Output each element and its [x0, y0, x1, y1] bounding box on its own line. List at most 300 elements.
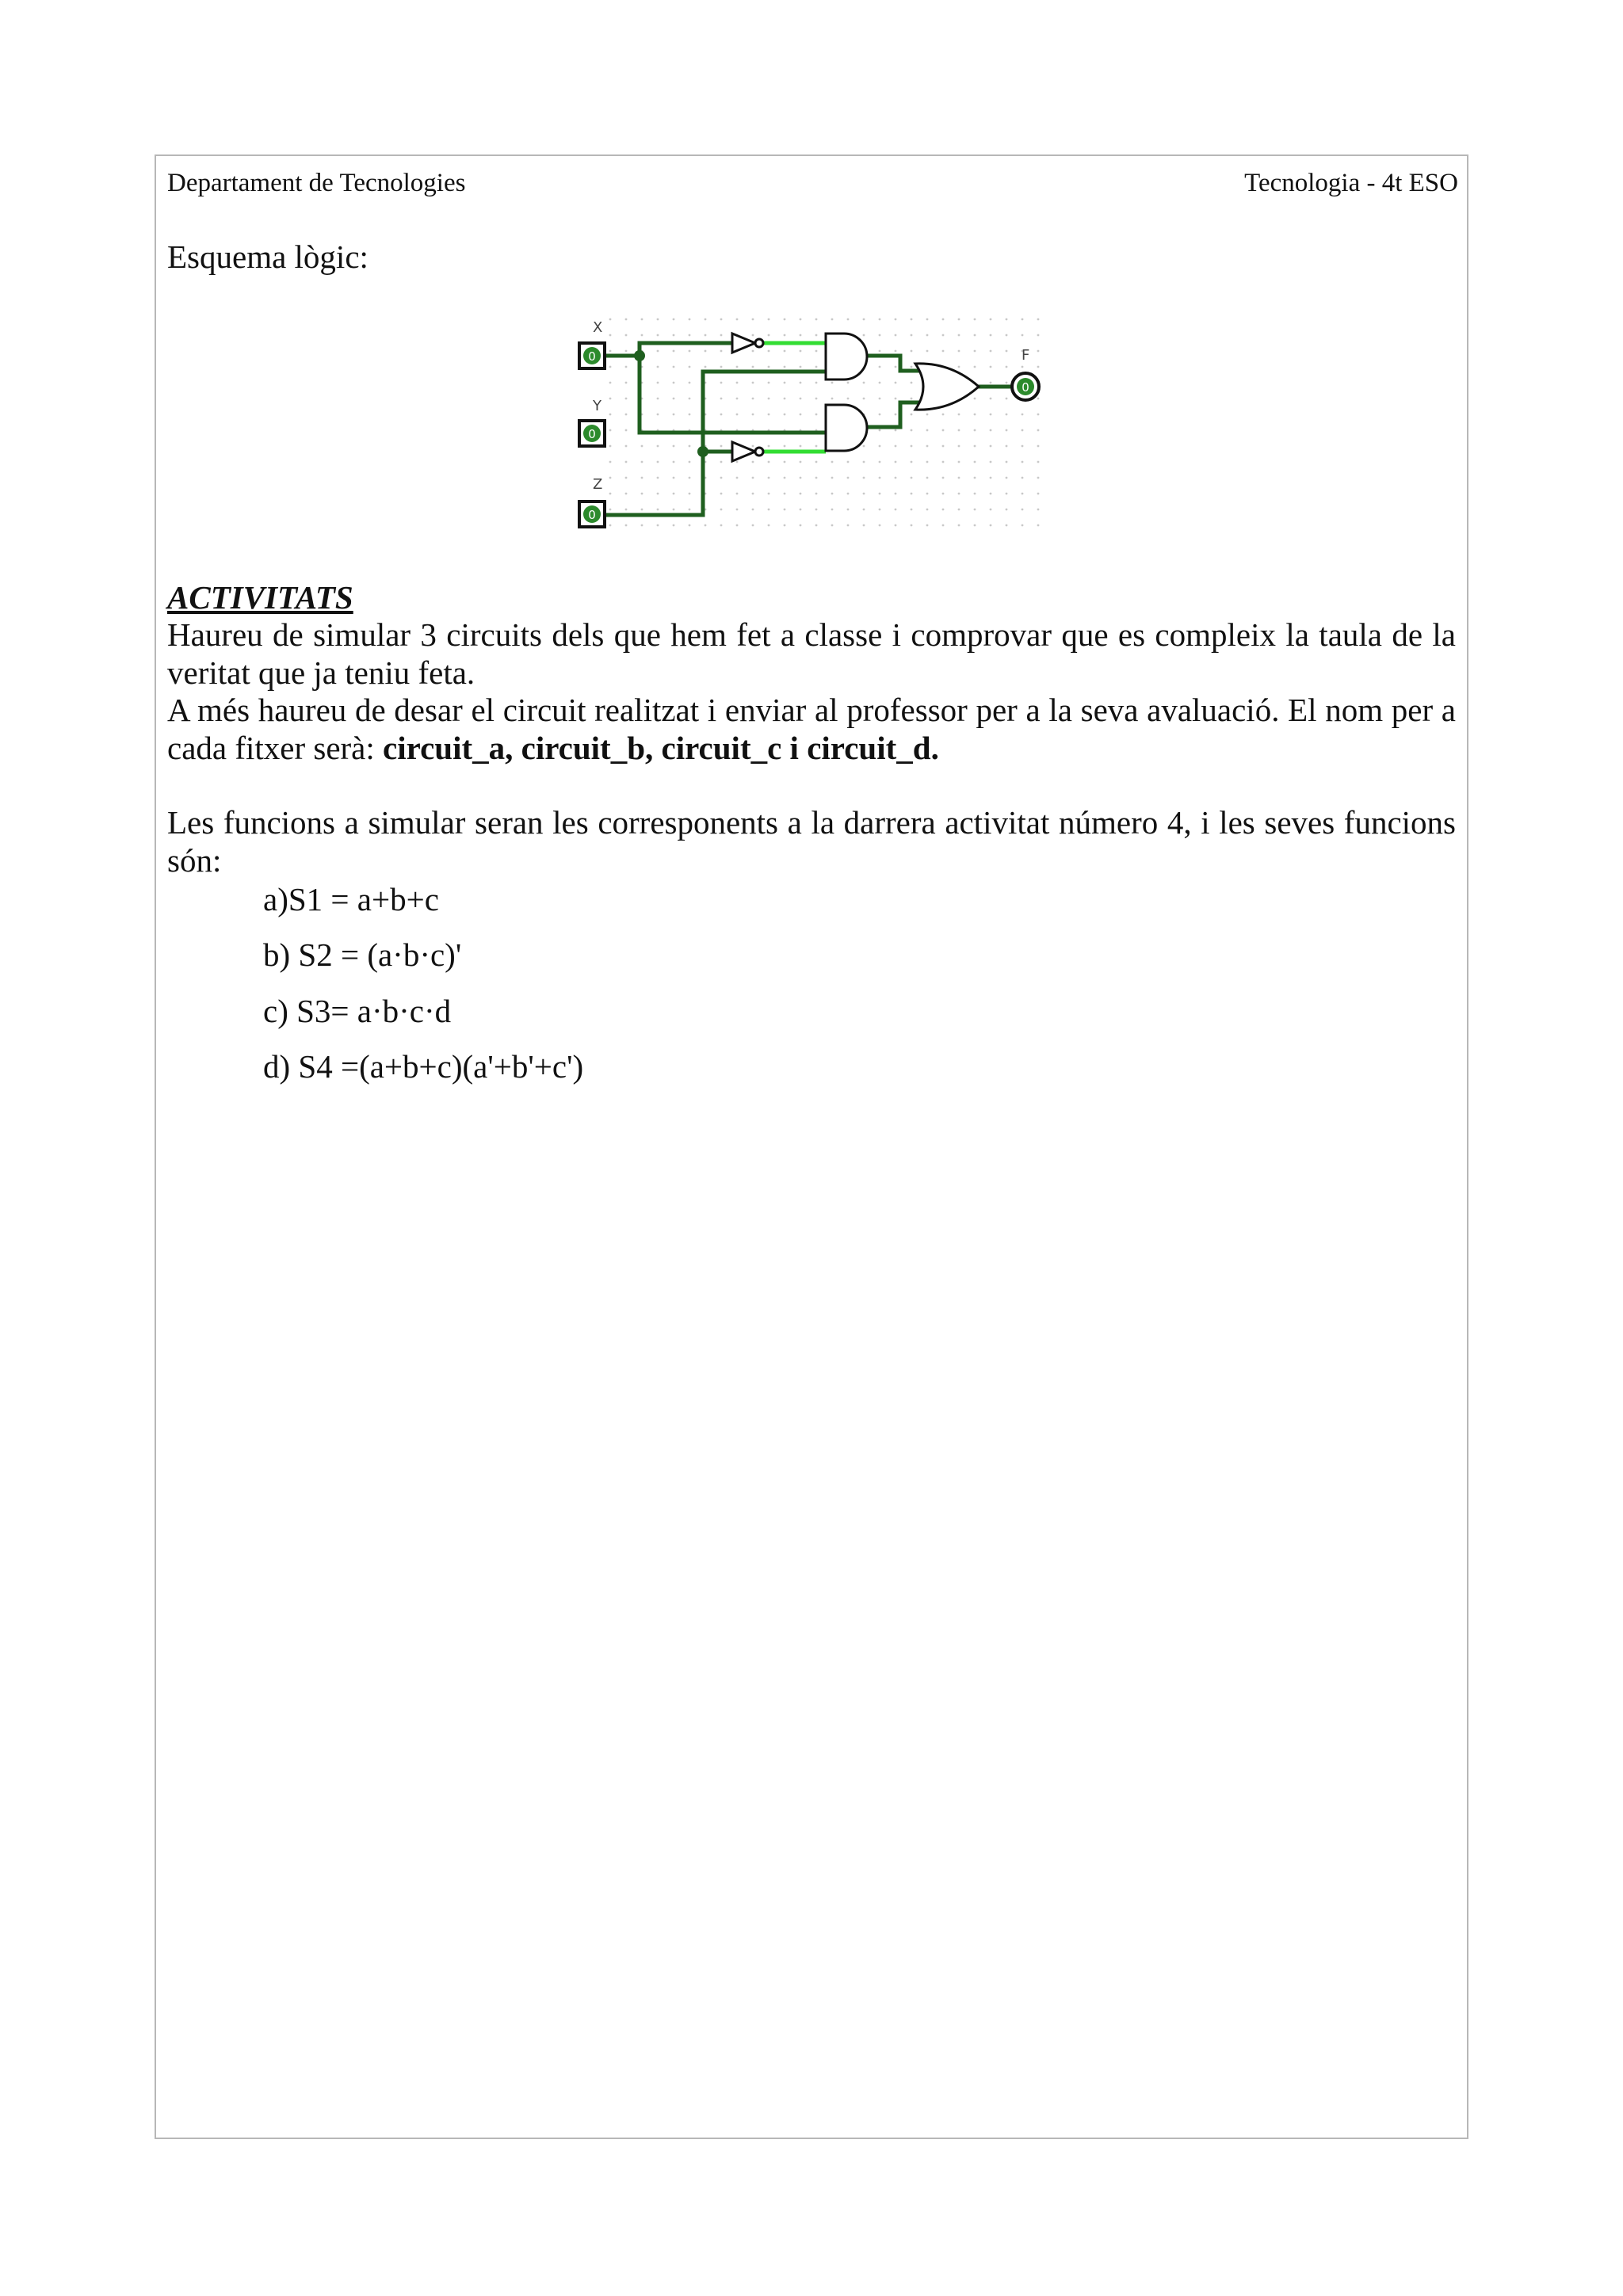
- grid-dot: [752, 477, 754, 479]
- grid-dot: [974, 509, 976, 511]
- grid-dot: [942, 445, 945, 448]
- grid-dot: [815, 318, 818, 321]
- grid-dot: [800, 334, 802, 337]
- grid-dot: [657, 366, 659, 368]
- grid-dot: [1006, 493, 1008, 495]
- input-label-x: X: [593, 319, 603, 336]
- grid-dot: [990, 493, 992, 495]
- grid-dot: [911, 493, 913, 495]
- grid-dot: [911, 366, 913, 368]
- grid-dot: [1006, 398, 1008, 400]
- grid-dot: [673, 477, 675, 479]
- grid-dot: [1037, 509, 1040, 511]
- grid-dot: [625, 382, 628, 384]
- grid-dot: [879, 366, 881, 368]
- grid-dot: [673, 382, 675, 384]
- grid-dot: [1022, 318, 1024, 321]
- grid-dot: [990, 318, 992, 321]
- grid-dot: [926, 334, 929, 337]
- grid-dot: [752, 334, 754, 337]
- grid-dot: [958, 509, 960, 511]
- grid-dot: [689, 382, 691, 384]
- grid-dot: [752, 524, 754, 527]
- grid-dot: [926, 429, 929, 432]
- grid-dot: [720, 445, 723, 448]
- grid-dot: [641, 493, 643, 495]
- wire-x-to-not1: [640, 343, 732, 356]
- grid-dot: [815, 524, 818, 527]
- grid-dot: [720, 366, 723, 368]
- grid-dot: [784, 414, 786, 416]
- grid-dot: [705, 350, 707, 353]
- grid-dot: [784, 461, 786, 463]
- grid-dot: [657, 350, 659, 353]
- grid-dot: [625, 461, 628, 463]
- grid-dot: [689, 477, 691, 479]
- grid-dot: [911, 429, 913, 432]
- grid-dot: [705, 366, 707, 368]
- grid-dot: [863, 477, 865, 479]
- header-course: Tecnologia - 4t ESO: [1244, 169, 1458, 197]
- grid-dot: [657, 509, 659, 511]
- grid-dot: [800, 398, 802, 400]
- grid-dot: [958, 445, 960, 448]
- grid-dot: [926, 461, 929, 463]
- grid-dot: [736, 382, 739, 384]
- grid-dot: [768, 350, 770, 353]
- grid-dot: [657, 414, 659, 416]
- grid-dot: [863, 445, 865, 448]
- grid-dot: [958, 350, 960, 353]
- activities-paragraph-2: [167, 692, 1456, 767]
- paragraph-2-text: A més haureu de desar el circuit realitzat i enviar al professor per a la seva avaluació. El nom per a cada fitxer serà:: [167, 692, 1456, 766]
- activities-title: ACTIVITATS: [167, 579, 353, 616]
- file-names: circuit_a, circuit_b, circuit_c i circuit_d.: [383, 729, 939, 766]
- grid-dot: [815, 382, 818, 384]
- grid-dot: [705, 334, 707, 337]
- output-value-f: 0: [1022, 380, 1029, 395]
- grid-dot: [1006, 414, 1008, 416]
- grid-dot: [815, 477, 818, 479]
- grid-dot: [895, 318, 897, 321]
- grid-dot: [847, 461, 850, 463]
- grid-dot: [657, 318, 659, 321]
- grid-dot: [673, 350, 675, 353]
- grid-dot: [784, 524, 786, 527]
- active-wires: [762, 343, 826, 452]
- grid-dot: [895, 509, 897, 511]
- grid-dot: [641, 334, 643, 337]
- grid-dot: [974, 398, 976, 400]
- grid-dot: [720, 398, 723, 400]
- grid-dot: [736, 461, 739, 463]
- grid-dot: [689, 334, 691, 337]
- grid-dot: [1006, 477, 1008, 479]
- grid-dot: [831, 382, 834, 384]
- grid-dot: [752, 493, 754, 495]
- grid-dot: [990, 398, 992, 400]
- grid-dot: [926, 493, 929, 495]
- input-value-y: 0: [588, 427, 596, 441]
- grid-dot: [879, 509, 881, 511]
- grid-dot: [831, 509, 834, 511]
- grid-dot: [657, 398, 659, 400]
- grid-dots: [609, 318, 1040, 527]
- grid-dot: [1022, 414, 1024, 416]
- wire-x-to-and2: [640, 356, 826, 433]
- grid-dot: [974, 493, 976, 495]
- not-gate-2: [732, 442, 763, 461]
- grid-dot: [815, 461, 818, 463]
- grid-dot: [784, 334, 786, 337]
- grid-dot: [752, 445, 754, 448]
- grid-dot: [800, 477, 802, 479]
- grid-dot: [736, 398, 739, 400]
- or-gate: [915, 364, 979, 410]
- grid-dot: [800, 318, 802, 321]
- grid-dot: [1037, 398, 1040, 400]
- grid-dot: [974, 524, 976, 527]
- grid-dot: [609, 334, 612, 337]
- grid-dot: [942, 414, 945, 416]
- grid-dot: [847, 509, 850, 511]
- grid-dot: [641, 509, 643, 511]
- grid-dot: [609, 461, 612, 463]
- grid-dot: [911, 477, 913, 479]
- grid-dot: [958, 477, 960, 479]
- grid-dot: [926, 524, 929, 527]
- grid-dot: [895, 334, 897, 337]
- grid-dot: [641, 461, 643, 463]
- grid-dot: [625, 334, 628, 337]
- input-pin-x[interactable]: [579, 343, 605, 368]
- grid-dot: [863, 382, 865, 384]
- logic-circuit-diagram: [571, 311, 1050, 536]
- grid-dot: [625, 318, 628, 321]
- grid-dot: [911, 509, 913, 511]
- grid-dot: [625, 445, 628, 448]
- grid-dot: [625, 509, 628, 511]
- grid-dot: [736, 318, 739, 321]
- and-gate-1: [826, 334, 867, 379]
- grid-dot: [990, 509, 992, 511]
- grid-dot: [990, 445, 992, 448]
- grid-dot: [720, 382, 723, 384]
- grid-dot: [815, 509, 818, 511]
- grid-dot: [1006, 429, 1008, 432]
- grid-dot: [752, 398, 754, 400]
- grid-dot: [911, 334, 913, 337]
- grid-dot: [625, 524, 628, 527]
- grid-dot: [657, 477, 659, 479]
- grid-dot: [831, 318, 834, 321]
- grid-dot: [990, 524, 992, 527]
- grid-dot: [784, 509, 786, 511]
- grid-dot: [815, 334, 818, 337]
- grid-dot: [609, 318, 612, 321]
- grid-dot: [926, 318, 929, 321]
- grid-dot: [926, 350, 929, 353]
- grid-dot: [752, 414, 754, 416]
- grid-dot: [863, 509, 865, 511]
- grid-dot: [768, 509, 770, 511]
- grid-dot: [895, 382, 897, 384]
- grid-dot: [847, 477, 850, 479]
- grid-dot: [800, 382, 802, 384]
- grid-dot: [990, 461, 992, 463]
- grid-dot: [1037, 445, 1040, 448]
- grid-dot: [784, 398, 786, 400]
- grid-dot: [895, 461, 897, 463]
- and-gate-2: [826, 405, 867, 451]
- grid-dot: [958, 524, 960, 527]
- grid-dot: [974, 461, 976, 463]
- grid-dot: [625, 477, 628, 479]
- grid-dot: [942, 509, 945, 511]
- grid-dot: [720, 493, 723, 495]
- grid-dot: [1037, 524, 1040, 527]
- grid-dot: [958, 318, 960, 321]
- grid-dot: [879, 524, 881, 527]
- grid-dot: [895, 477, 897, 479]
- wire-z-to-not2: [594, 452, 732, 515]
- grid-dot: [990, 366, 992, 368]
- grid-dot: [657, 334, 659, 337]
- grid-dot: [625, 493, 628, 495]
- grid-dot: [1037, 414, 1040, 416]
- grid-dot: [784, 382, 786, 384]
- grid-dot: [879, 429, 881, 432]
- grid-dot: [895, 493, 897, 495]
- grid-dot: [689, 366, 691, 368]
- grid-dot: [942, 493, 945, 495]
- junction-dot-x: [634, 350, 645, 361]
- grid-dot: [673, 318, 675, 321]
- grid-dot: [831, 398, 834, 400]
- grid-dot: [689, 318, 691, 321]
- grid-dot: [784, 477, 786, 479]
- grid-dot: [911, 350, 913, 353]
- grid-dot: [705, 318, 707, 321]
- grid-dot: [1022, 493, 1024, 495]
- grid-dot: [926, 445, 929, 448]
- grid-dot: [974, 477, 976, 479]
- grid-dot: [768, 445, 770, 448]
- grid-dot: [942, 334, 945, 337]
- header-department: Departament de Tecnologies: [167, 169, 466, 197]
- grid-dot: [958, 493, 960, 495]
- grid-dot: [1022, 334, 1024, 337]
- activities-paragraph-1: Haureu de simular 3 circuits dels que hem fet a classe i comprovar que es compleix la taula de la veritat que ja teniu feta.: [167, 616, 1456, 691]
- grid-dot: [689, 398, 691, 400]
- input-pin-z[interactable]: [579, 502, 605, 527]
- grid-dot: [768, 318, 770, 321]
- grid-dot: [609, 429, 612, 432]
- grid-dot: [1022, 477, 1024, 479]
- grid-dot: [673, 445, 675, 448]
- grid-dot: [673, 414, 675, 416]
- grid-dot: [879, 493, 881, 495]
- grid-dot: [942, 524, 945, 527]
- grid-dot: [609, 509, 612, 511]
- grid-dot: [958, 366, 960, 368]
- grid-dot: [847, 398, 850, 400]
- junction-dot-z: [697, 446, 708, 457]
- function-b: b) S2 = (a·b·c)': [263, 936, 462, 973]
- grid-dot: [609, 382, 612, 384]
- grid-dot: [752, 461, 754, 463]
- grid-dot: [768, 493, 770, 495]
- grid-dot: [815, 350, 818, 353]
- grid-dot: [863, 493, 865, 495]
- grid-dot: [1022, 524, 1024, 527]
- grid-dot: [1006, 382, 1008, 384]
- grid-dot: [657, 493, 659, 495]
- grid-dot: [736, 509, 739, 511]
- grid-dot: [863, 524, 865, 527]
- grid-dot: [720, 414, 723, 416]
- grid-dot: [657, 382, 659, 384]
- grid-dot: [784, 350, 786, 353]
- grid-dot: [815, 445, 818, 448]
- grid-dot: [609, 477, 612, 479]
- grid-dot: [609, 493, 612, 495]
- grid-dot: [768, 414, 770, 416]
- grid-dot: [1006, 461, 1008, 463]
- grid-dot: [1006, 334, 1008, 337]
- grid-dot: [641, 477, 643, 479]
- grid-dot: [815, 366, 818, 368]
- grid-dot: [1006, 524, 1008, 527]
- grid-dot: [768, 382, 770, 384]
- grid-dot: [1006, 445, 1008, 448]
- grid-dot: [1037, 493, 1040, 495]
- grid-dot: [784, 445, 786, 448]
- grid-dot: [800, 414, 802, 416]
- grid-dot: [958, 414, 960, 416]
- grid-dot: [879, 477, 881, 479]
- grid-dot: [784, 318, 786, 321]
- grid-dot: [942, 429, 945, 432]
- grid-dot: [720, 477, 723, 479]
- schematic-title: Esquema lògic:: [167, 238, 369, 275]
- grid-dot: [879, 318, 881, 321]
- grid-dot: [974, 414, 976, 416]
- grid-dot: [942, 461, 945, 463]
- input-value-x: 0: [588, 349, 596, 364]
- grid-dot: [990, 477, 992, 479]
- grid-dot: [1006, 350, 1008, 353]
- grid-dot: [736, 477, 739, 479]
- grid-dot: [926, 414, 929, 416]
- activities-paragraph-3: Les funcions a simular seran les corresponents a la darrera activitat número 4, i les seves funcions són:: [167, 804, 1456, 879]
- grid-dot: [736, 366, 739, 368]
- grid-dot: [990, 350, 992, 353]
- grid-dot: [784, 366, 786, 368]
- grid-dot: [911, 398, 913, 400]
- grid-dot: [847, 493, 850, 495]
- grid-dot: [768, 366, 770, 368]
- grid-dot: [720, 318, 723, 321]
- output-pin-f: [1012, 373, 1039, 400]
- grid-dot: [911, 461, 913, 463]
- grid-dot: [768, 524, 770, 527]
- grid-dot: [895, 429, 897, 432]
- grid-dot: [895, 414, 897, 416]
- grid-dot: [831, 524, 834, 527]
- grid-dot: [720, 524, 723, 527]
- grid-dot: [1006, 318, 1008, 321]
- function-d: d) S4 =(a+b+c)(a'+b'+c'): [263, 1048, 584, 1085]
- grid-dot: [958, 334, 960, 337]
- grid-dot: [689, 350, 691, 353]
- grid-dot: [768, 334, 770, 337]
- grid-dot: [609, 524, 612, 527]
- grid-dot: [1037, 477, 1040, 479]
- grid-dot: [800, 445, 802, 448]
- grid-dot: [895, 366, 897, 368]
- grid-dot: [736, 493, 739, 495]
- grid-dot: [990, 429, 992, 432]
- grid-dot: [689, 493, 691, 495]
- grid-dot: [926, 509, 929, 511]
- grid-dot: [958, 461, 960, 463]
- grid-dot: [641, 445, 643, 448]
- grid-dot: [625, 414, 628, 416]
- grid-dot: [800, 461, 802, 463]
- grid-dot: [752, 382, 754, 384]
- grid-dot: [990, 414, 992, 416]
- grid-dot: [689, 414, 691, 416]
- grid-dot: [673, 366, 675, 368]
- grid-dot: [974, 350, 976, 353]
- grid-dot: [736, 524, 739, 527]
- grid-dot: [990, 382, 992, 384]
- grid-dot: [673, 524, 675, 527]
- grid-dot: [990, 334, 992, 337]
- grid-dot: [911, 382, 913, 384]
- grid-dot: [895, 524, 897, 527]
- grid-dot: [657, 524, 659, 527]
- input-value-z: 0: [588, 508, 596, 522]
- grid-dot: [689, 445, 691, 448]
- grid-dot: [800, 509, 802, 511]
- grid-dot: [673, 461, 675, 463]
- grid-dot: [657, 461, 659, 463]
- grid-dot: [863, 318, 865, 321]
- grid-dot: [689, 524, 691, 527]
- grid-dot: [847, 318, 850, 321]
- grid-dot: [609, 445, 612, 448]
- grid-dot: [752, 509, 754, 511]
- grid-dot: [625, 366, 628, 368]
- grid-dot: [911, 414, 913, 416]
- input-pin-y[interactable]: [579, 421, 605, 446]
- grid-dot: [911, 524, 913, 527]
- grid-dot: [1037, 461, 1040, 463]
- function-c: c) S3= a·b·c·d: [263, 993, 452, 1029]
- grid-dot: [879, 445, 881, 448]
- grid-dot: [879, 382, 881, 384]
- grid-dot: [879, 461, 881, 463]
- grid-dot: [831, 493, 834, 495]
- grid-dot: [800, 350, 802, 353]
- grid-dot: [879, 334, 881, 337]
- grid-dot: [768, 477, 770, 479]
- grid-dot: [800, 524, 802, 527]
- grid-dot: [673, 334, 675, 337]
- grid-dot: [657, 445, 659, 448]
